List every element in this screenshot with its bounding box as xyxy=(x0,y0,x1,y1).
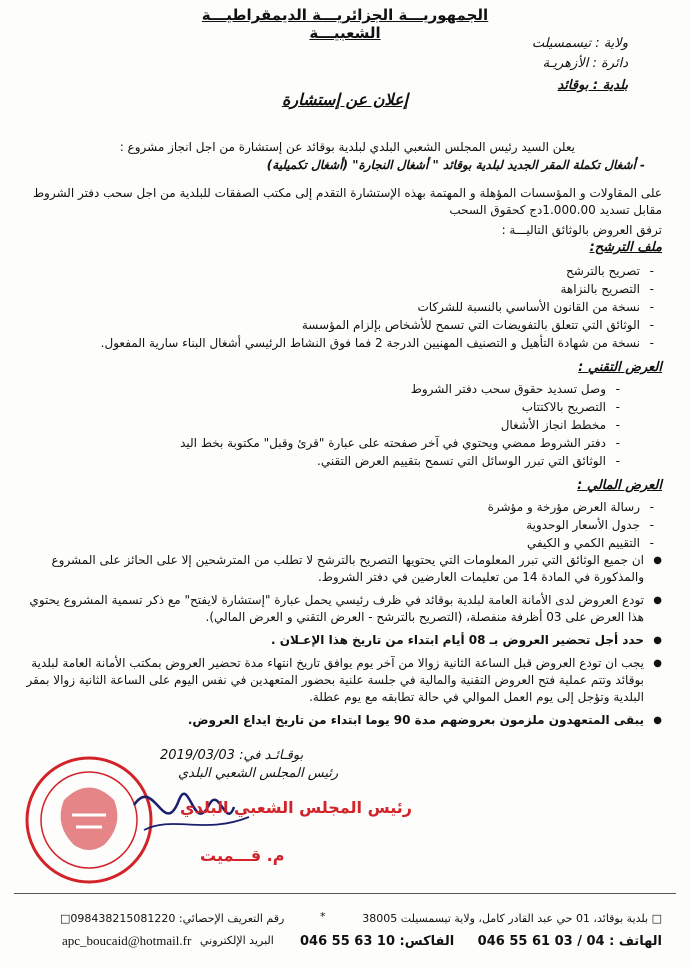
invitation-text: على المقاولات و المؤسسات المؤهلة و المهتمة بهذه الإستشارة التقدم إلى مكتب الصفقات للبلدية من اجل سحب دفتر الشروط مقابل تسديد 1.000.00دج كحقوق السحب xyxy=(32,186,662,217)
list-item: - تصريح بالترشح xyxy=(101,262,654,280)
baladia-line: بلدية : بوقائد xyxy=(557,78,628,93)
footer-star: * xyxy=(320,910,326,923)
list-item: - مخطط انجاز الأشغال xyxy=(180,416,620,434)
list-item: - الوثائق التي تتعلق بالتفويضات التي تسمح للأشخاص بإلزام المؤسسة xyxy=(101,316,654,334)
financial-heading: العرض المالي : xyxy=(577,478,662,493)
list-item: - جدول الأسعار الوحدوية xyxy=(488,516,654,534)
note-item: ● ان جميع الوثائق التي تبرر المعلومات التي يحتويها التصريح بالترشح لا تطلب من المترشحين إلا على الحائز على المشروع والمذكورة في المادة 14 من تعليمات العارضين في دفتر الشروط. xyxy=(22,552,662,586)
list-item: - نسخة من شهادة التأهيل و التصنيف المهنيين الدرجة 2 فما فوق النشاط الرئيسي أشغال البناء سارية المفعول. xyxy=(101,334,654,352)
stamp-title: رئيس المجلس الشعبي البلدي xyxy=(180,798,412,817)
footer-email-label: البريد الإلكتروني xyxy=(200,934,274,947)
footer-phone: الهاتف : 04 / 03 61 55 046 xyxy=(477,934,662,949)
list-item: - التصريح بالنزاهة xyxy=(101,280,654,298)
note-item: ● حدد أجل تحضير العروض بـ 08 أيام ابتداء من تاريخ هذا الإعـلان . xyxy=(22,632,662,649)
list-item: - وصل تسديد حقوق سحب دفتر الشروط xyxy=(180,380,620,398)
footer-fax: الفاكس: 10 63 55 046 xyxy=(300,934,455,949)
list-item: - الوثائق التي تبرر الوسائل التي تسمح بتقييم العرض التقني. xyxy=(180,452,620,470)
intro-text: يعلن السيد رئيس المجلس الشعبي البلدي لبلدية بوقائد عن إستشارة من اجل انجاز مشروع : xyxy=(119,140,575,154)
republic-title: الجمهوريـــة الجزائريـــة الديمقراطيـــة الشعبيـــة xyxy=(201,6,489,42)
financial-list xyxy=(488,498,654,552)
technical-list xyxy=(180,380,620,470)
footer-divider xyxy=(14,893,676,894)
note-item: ● يبقى المتعهدون ملزمون بعروضهم مدة 90 يوما ابتداء من تاريخ ايداع العروض. xyxy=(22,712,662,729)
list-item: - نسخة من القانون الأساسي بالنسبة للشركات xyxy=(101,298,654,316)
signature-role: رئيس المجلس الشعبي البلدي xyxy=(178,766,339,781)
list-item: - التقييم الكمي و الكيفي xyxy=(488,534,654,552)
footer-address: □ بلدية بوقائد، 01 حي عبد القادر كامل، ولاية تيسمسيلت 38005 xyxy=(362,912,662,925)
note-item: ● يجب ان تودع العروض قبل الساعة الثانية زوالا من آخر يوم يوافق تاريخ انتهاء مدة تحضير العروض بمكتب الأمانة العامة لبلدية بوقائد وتتم عملية فتح العروض التقنية والمالية في جلسة علنية بحضور المتعهدين في نفس اليوم على الساعة الثانية زوالا بمقر البلدية وتؤجل إلى يوم العمل الموالي في حالة تطابقه مع يوم عطلة. xyxy=(22,655,662,706)
footer-stat-id: رقم التعريف الإحصائي: 098438215081220□ xyxy=(60,912,285,925)
note-item: ● تودع العروض لدى الأمانة العامة لبلدية بوقائد في ظرف رئيسي يحمل عبارة "إستشارة لايفتح" مع ذكر تسمية المشروع يحتوي هذا العرض على 03 أظرفة منفصلة، (التصريح بالترشح - العرض التقني و العرض المالي). xyxy=(22,592,662,626)
notes-list xyxy=(22,552,662,735)
technical-heading: العرض التقني : xyxy=(578,360,662,375)
candidacy-list xyxy=(101,262,654,352)
list-item: - دفتر الشروط ممضي ويحتوي في آخر صفحته على عبارة "قرئ وقبل" مكتوبة بخط اليد xyxy=(180,434,620,452)
list-item: - التصريح بالاكتتاب xyxy=(180,398,620,416)
signer-name: م. قـــميت xyxy=(200,846,285,865)
attachments-line: ترفق العروض بالوثائق التاليـــة : xyxy=(501,223,662,237)
candidacy-heading: ملف الترشح: xyxy=(589,240,662,255)
signature-date: بوقـائـد في: 2019/03/03 xyxy=(160,748,304,763)
wilaya-line: ولاية : تيسمسيلت xyxy=(531,36,628,51)
daira-line: دائرة : الأزهريـة xyxy=(542,56,628,71)
project-line: - أشغال تكملة المقر الجديد لبلدية بوقائد " أشغال النجارة" (أشغال تكميلية) xyxy=(266,158,645,172)
list-item: - رسالة العرض مؤرخة و مؤشرة xyxy=(488,498,654,516)
document-title: إعلان عن إستشارة xyxy=(281,90,409,109)
footer-email[interactable]: apc_boucaid@hotmail.fr xyxy=(62,933,192,948)
